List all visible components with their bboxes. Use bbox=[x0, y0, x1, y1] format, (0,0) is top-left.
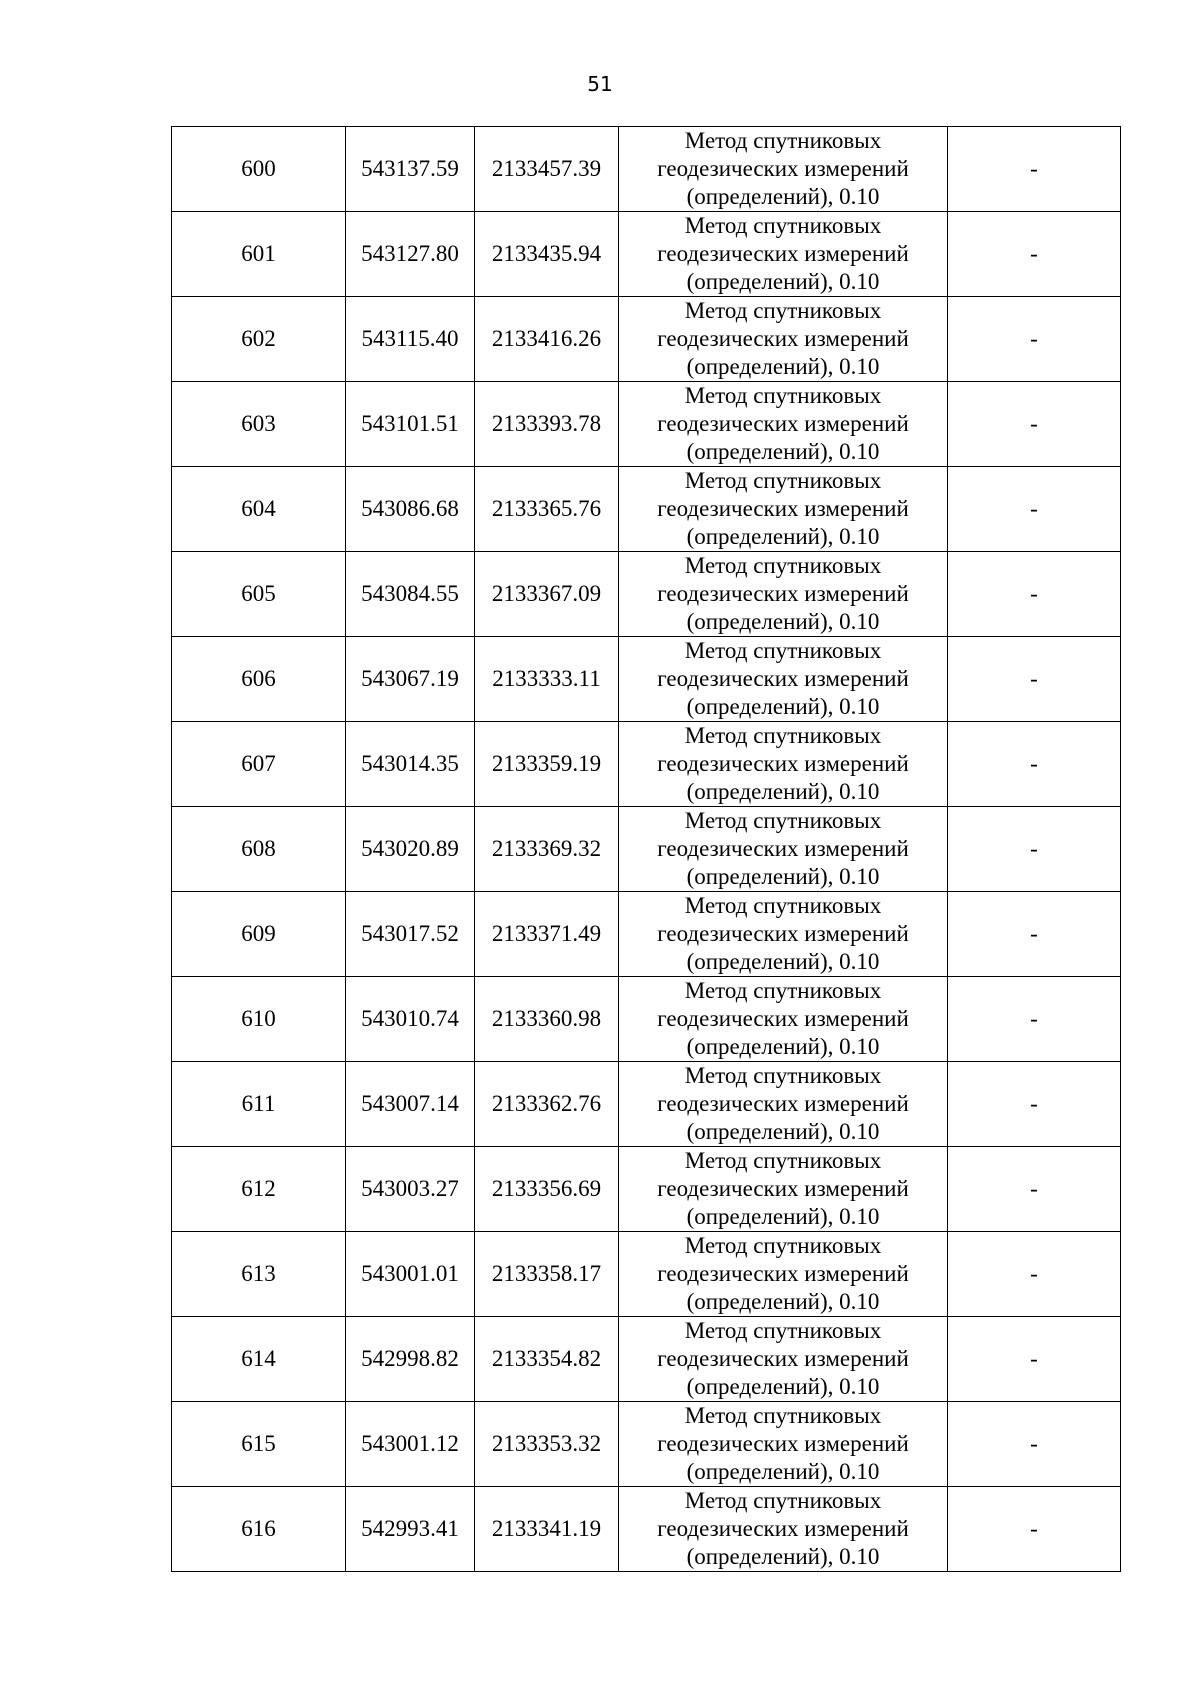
point-number-cell: 607 bbox=[172, 722, 346, 807]
note-cell: - bbox=[948, 467, 1121, 552]
table-row bbox=[172, 552, 1121, 637]
method-text-line: Метод спутниковых bbox=[684, 128, 882, 153]
table-row bbox=[172, 637, 1121, 722]
y-coordinate-cell: 2133360.98 bbox=[475, 977, 619, 1062]
y-coordinate-cell: 2133333.11 bbox=[475, 637, 619, 722]
table-row bbox=[172, 467, 1121, 552]
method-text-line: геодезических измерений bbox=[657, 921, 909, 946]
point-number-cell: 611 bbox=[172, 1062, 346, 1147]
method-text-line: Метод спутниковых bbox=[684, 978, 882, 1003]
method-text-line: Метод спутниковых bbox=[684, 808, 882, 833]
method-cell bbox=[619, 382, 948, 467]
x-coordinate-cell: 543010.74 bbox=[346, 977, 475, 1062]
method-text-line: Метод спутниковых bbox=[684, 298, 882, 323]
table-row bbox=[172, 977, 1121, 1062]
method-text-line: Метод спутниковых bbox=[684, 723, 882, 748]
method-text-line: геодезических измерений bbox=[657, 836, 909, 861]
method-text-line: Метод спутниковых bbox=[684, 638, 882, 663]
y-coordinate-cell: 2133362.76 bbox=[475, 1062, 619, 1147]
note-cell: - bbox=[948, 807, 1121, 892]
y-coordinate-cell: 2133393.78 bbox=[475, 382, 619, 467]
table-row bbox=[172, 127, 1121, 212]
method-cell bbox=[619, 1232, 948, 1317]
table-row bbox=[172, 1062, 1121, 1147]
note-cell: - bbox=[948, 1232, 1121, 1317]
table-row bbox=[172, 297, 1121, 382]
point-number-cell: 603 bbox=[172, 382, 346, 467]
method-cell bbox=[619, 722, 948, 807]
method-text-line: (определений), 0.10 bbox=[686, 1374, 880, 1399]
method-text-line: геодезических измерений bbox=[657, 666, 909, 691]
x-coordinate-cell: 543086.68 bbox=[346, 467, 475, 552]
method-text-line: геодезических измерений bbox=[657, 1431, 909, 1456]
method-text-line: (определений), 0.10 bbox=[686, 1119, 880, 1144]
y-coordinate-cell: 2133435.94 bbox=[475, 212, 619, 297]
note-cell: - bbox=[948, 1147, 1121, 1232]
y-coordinate-cell: 2133359.19 bbox=[475, 722, 619, 807]
note-cell: - bbox=[948, 127, 1121, 212]
method-text-line: (определений), 0.10 bbox=[686, 439, 880, 464]
method-text-line: геодезических измерений bbox=[657, 1346, 909, 1371]
method-text-line: Метод спутниковых bbox=[684, 893, 882, 918]
x-coordinate-cell: 543020.89 bbox=[346, 807, 475, 892]
method-text-line: (определений), 0.10 bbox=[686, 949, 880, 974]
table-row bbox=[172, 892, 1121, 977]
method-text-line: (определений), 0.10 bbox=[686, 1544, 880, 1569]
method-cell bbox=[619, 127, 948, 212]
method-text-line: геодезических измерений bbox=[657, 496, 909, 521]
method-cell bbox=[619, 467, 948, 552]
method-text-line: геодезических измерений bbox=[657, 241, 909, 266]
method-text-line: Метод спутниковых bbox=[684, 383, 882, 408]
x-coordinate-cell: 543014.35 bbox=[346, 722, 475, 807]
point-number-cell: 610 bbox=[172, 977, 346, 1062]
point-number-cell: 615 bbox=[172, 1402, 346, 1487]
method-text-line: Метод спутниковых bbox=[684, 468, 882, 493]
y-coordinate-cell: 2133356.69 bbox=[475, 1147, 619, 1232]
table-row bbox=[172, 1402, 1121, 1487]
method-text-line: геодезических измерений bbox=[657, 1176, 909, 1201]
y-coordinate-cell: 2133371.49 bbox=[475, 892, 619, 977]
method-cell bbox=[619, 807, 948, 892]
x-coordinate-cell: 543001.12 bbox=[346, 1402, 475, 1487]
table-row bbox=[172, 1487, 1121, 1572]
table-row bbox=[172, 212, 1121, 297]
method-text-line: Метод спутниковых bbox=[684, 1148, 882, 1173]
y-coordinate-cell: 2133358.17 bbox=[475, 1232, 619, 1317]
y-coordinate-cell: 2133369.32 bbox=[475, 807, 619, 892]
method-cell bbox=[619, 552, 948, 637]
method-cell bbox=[619, 977, 948, 1062]
x-coordinate-cell: 543084.55 bbox=[346, 552, 475, 637]
y-coordinate-cell: 2133367.09 bbox=[475, 552, 619, 637]
method-text-line: геодезических измерений bbox=[657, 1091, 909, 1116]
x-coordinate-cell: 543137.59 bbox=[346, 127, 475, 212]
method-text-line: Метод спутниковых bbox=[684, 1488, 882, 1513]
method-text-line: Метод спутниковых bbox=[684, 213, 882, 238]
x-coordinate-cell: 542993.41 bbox=[346, 1487, 475, 1572]
note-cell: - bbox=[948, 1402, 1121, 1487]
method-text-line: Метод спутниковых bbox=[684, 1063, 882, 1088]
method-text-line: (определений), 0.10 bbox=[686, 269, 880, 294]
method-text-line: Метод спутниковых bbox=[684, 553, 882, 578]
y-coordinate-cell: 2133457.39 bbox=[475, 127, 619, 212]
note-cell: - bbox=[948, 1487, 1121, 1572]
coordinates-table-body bbox=[172, 127, 1121, 1572]
method-text-line: (определений), 0.10 bbox=[686, 1289, 880, 1314]
note-cell: - bbox=[948, 977, 1121, 1062]
x-coordinate-cell: 543017.52 bbox=[346, 892, 475, 977]
method-text-line: (определений), 0.10 bbox=[686, 354, 880, 379]
point-number-cell: 600 bbox=[172, 127, 346, 212]
point-number-cell: 605 bbox=[172, 552, 346, 637]
point-number-cell: 613 bbox=[172, 1232, 346, 1317]
x-coordinate-cell: 543001.01 bbox=[346, 1232, 475, 1317]
note-cell: - bbox=[948, 212, 1121, 297]
method-cell bbox=[619, 1147, 948, 1232]
method-cell bbox=[619, 892, 948, 977]
method-text-line: Метод спутниковых bbox=[684, 1233, 882, 1258]
x-coordinate-cell: 543115.40 bbox=[346, 297, 475, 382]
note-cell: - bbox=[948, 297, 1121, 382]
point-number-cell: 614 bbox=[172, 1317, 346, 1402]
table-row bbox=[172, 1232, 1121, 1317]
table-row bbox=[172, 382, 1121, 467]
coordinates-table bbox=[171, 126, 1121, 1572]
note-cell: - bbox=[948, 1062, 1121, 1147]
method-text-line: геодезических измерений bbox=[657, 751, 909, 776]
method-text-line: (определений), 0.10 bbox=[686, 1459, 880, 1484]
x-coordinate-cell: 543003.27 bbox=[346, 1147, 475, 1232]
point-number-cell: 601 bbox=[172, 212, 346, 297]
y-coordinate-cell: 2133341.19 bbox=[475, 1487, 619, 1572]
note-cell: - bbox=[948, 722, 1121, 807]
method-text-line: (определений), 0.10 bbox=[686, 524, 880, 549]
table-row bbox=[172, 722, 1121, 807]
method-text-line: (определений), 0.10 bbox=[686, 1204, 880, 1229]
point-number-cell: 608 bbox=[172, 807, 346, 892]
method-text-line: (определений), 0.10 bbox=[686, 779, 880, 804]
note-cell: - bbox=[948, 382, 1121, 467]
method-text-line: геодезических измерений bbox=[657, 1006, 909, 1031]
y-coordinate-cell: 2133353.32 bbox=[475, 1402, 619, 1487]
y-coordinate-cell: 2133416.26 bbox=[475, 297, 619, 382]
method-text-line: геодезических измерений bbox=[657, 1261, 909, 1286]
y-coordinate-cell: 2133365.76 bbox=[475, 467, 619, 552]
point-number-cell: 612 bbox=[172, 1147, 346, 1232]
point-number-cell: 602 bbox=[172, 297, 346, 382]
point-number-cell: 606 bbox=[172, 637, 346, 722]
note-cell: - bbox=[948, 637, 1121, 722]
x-coordinate-cell: 543067.19 bbox=[346, 637, 475, 722]
method-text-line: геодезических измерений bbox=[657, 411, 909, 436]
method-cell bbox=[619, 1062, 948, 1147]
method-cell bbox=[619, 1317, 948, 1402]
table-row bbox=[172, 807, 1121, 892]
method-cell bbox=[619, 1402, 948, 1487]
note-cell: - bbox=[948, 892, 1121, 977]
method-text-line: Метод спутниковых bbox=[684, 1403, 882, 1428]
x-coordinate-cell: 543127.80 bbox=[346, 212, 475, 297]
method-text-line: (определений), 0.10 bbox=[686, 1034, 880, 1059]
note-cell: - bbox=[948, 1317, 1121, 1402]
page-number: 51 bbox=[587, 72, 613, 96]
x-coordinate-cell: 543007.14 bbox=[346, 1062, 475, 1147]
method-cell bbox=[619, 637, 948, 722]
x-coordinate-cell: 543101.51 bbox=[346, 382, 475, 467]
method-text-line: Метод спутниковых bbox=[684, 1318, 882, 1343]
method-cell bbox=[619, 212, 948, 297]
table-row bbox=[172, 1147, 1121, 1232]
method-text-line: (определений), 0.10 bbox=[686, 864, 880, 889]
table-row bbox=[172, 1317, 1121, 1402]
point-number-cell: 604 bbox=[172, 467, 346, 552]
method-text-line: геодезических измерений bbox=[657, 326, 909, 351]
method-text-line: (определений), 0.10 bbox=[686, 184, 880, 209]
method-text-line: геодезических измерений bbox=[657, 1516, 909, 1541]
method-text-line: геодезических измерений bbox=[657, 581, 909, 606]
point-number-cell: 616 bbox=[172, 1487, 346, 1572]
x-coordinate-cell: 542998.82 bbox=[346, 1317, 475, 1402]
method-text-line: (определений), 0.10 bbox=[686, 609, 880, 634]
y-coordinate-cell: 2133354.82 bbox=[475, 1317, 619, 1402]
point-number-cell: 609 bbox=[172, 892, 346, 977]
note-cell: - bbox=[948, 552, 1121, 637]
method-cell bbox=[619, 297, 948, 382]
method-cell bbox=[619, 1487, 948, 1572]
method-text-line: (определений), 0.10 bbox=[686, 694, 880, 719]
method-text-line: геодезических измерений bbox=[657, 156, 909, 181]
